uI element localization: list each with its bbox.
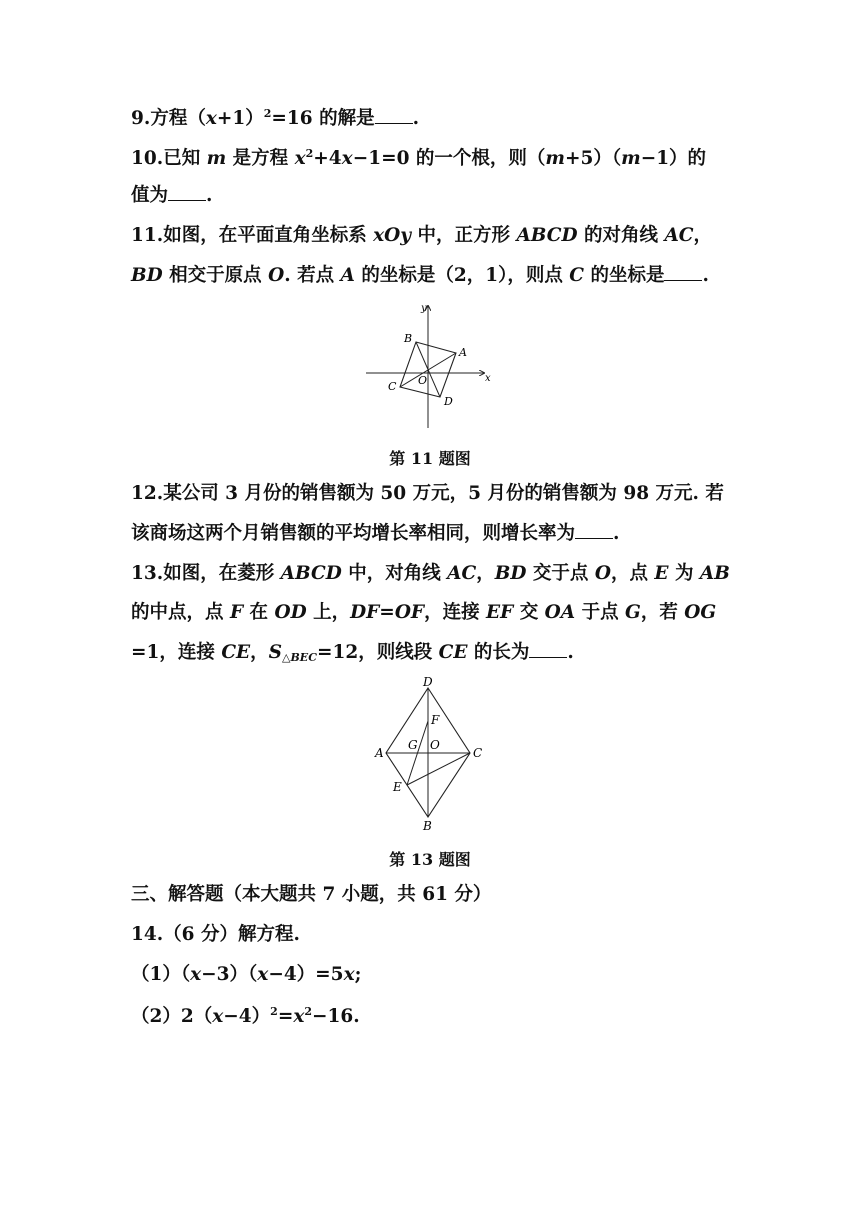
q12-line-1: 12.某公司 3 月份的销售额为 50 万元，5 月份的销售额为 98 万元. 若 [131,483,724,504]
label-y: y [421,303,427,314]
q12-line-2: 该商场这两个月销售额的平均增长率相同，则增长率为 . [131,523,620,544]
label-o: O [430,738,440,752]
q10-number: 10. [131,148,164,169]
answer-blank [664,279,702,281]
label-b: B [404,332,413,345]
answer-blank [375,122,413,124]
answer-blank [575,537,613,539]
answer-blank [168,199,206,201]
label-g: G [408,738,418,752]
q10-line-1: 10.已知 m 是方程 $x^2+4x-1=0$ 的一个根，则（m+5）（m−1）的 [131,147,707,169]
q13-line-1: 13.如图，在菱形 ABCD 中，对角线 AC，BD 交于点 O，点 E 为 AB [131,563,730,584]
label-o: O [418,374,428,387]
q10-line-2: 值为 . [131,185,213,206]
q14-part-1: （1）（x−3）（x−4）=5x; [131,964,362,985]
label-b: B [423,819,432,833]
answer-blank [529,656,567,658]
q13-figure [370,676,490,834]
q13-number: 13. [131,563,164,584]
q13-caption: 第 13 题图 [389,850,471,869]
q9-line: 9.方程$(x+1)^2=16$ 的解是 . [131,107,420,129]
q11-figure [360,300,500,432]
label-e: E [393,780,402,794]
label-d: D [444,395,453,408]
q12-number: 12. [131,483,164,504]
section-3-heading: 三、解答题（本大题共 7 小题，共 61 分） [131,884,492,905]
q9-number: 9. [131,108,151,129]
q11-line-2: BD 相交于原点 O. 若点 A 的坐标是（2，1），则点 C 的坐标是 . [131,265,709,286]
q11-line-1: 11.如图，在平面直角坐标系 xOy 中，正方形 ABCD 的对角线 AC， [131,225,713,246]
label-a: A [375,746,384,760]
q11-number: 11. [131,225,164,246]
label-c: C [388,380,397,393]
label-f: F [431,713,440,727]
q14-part-2: $(2)2(x-4)^2=x^2-16$. [131,1005,360,1027]
q11-caption: 第 11 题图 [389,449,471,468]
label-d: D [423,676,433,689]
q13-line-3: =1，连接 CE，$S_{\triangle BEC}=12$，则线段 CE 的长为 . [131,642,574,664]
q14-head: 14.（6 分）解方程. [131,924,300,945]
label-c: C [473,746,483,760]
q13-line-2: 的中点，点 F 在 OD 上，DF=OF，连接 EF 交 OA 于点 G，若 OG [131,602,717,623]
label-a: A [459,346,467,359]
label-x: x [485,373,491,384]
